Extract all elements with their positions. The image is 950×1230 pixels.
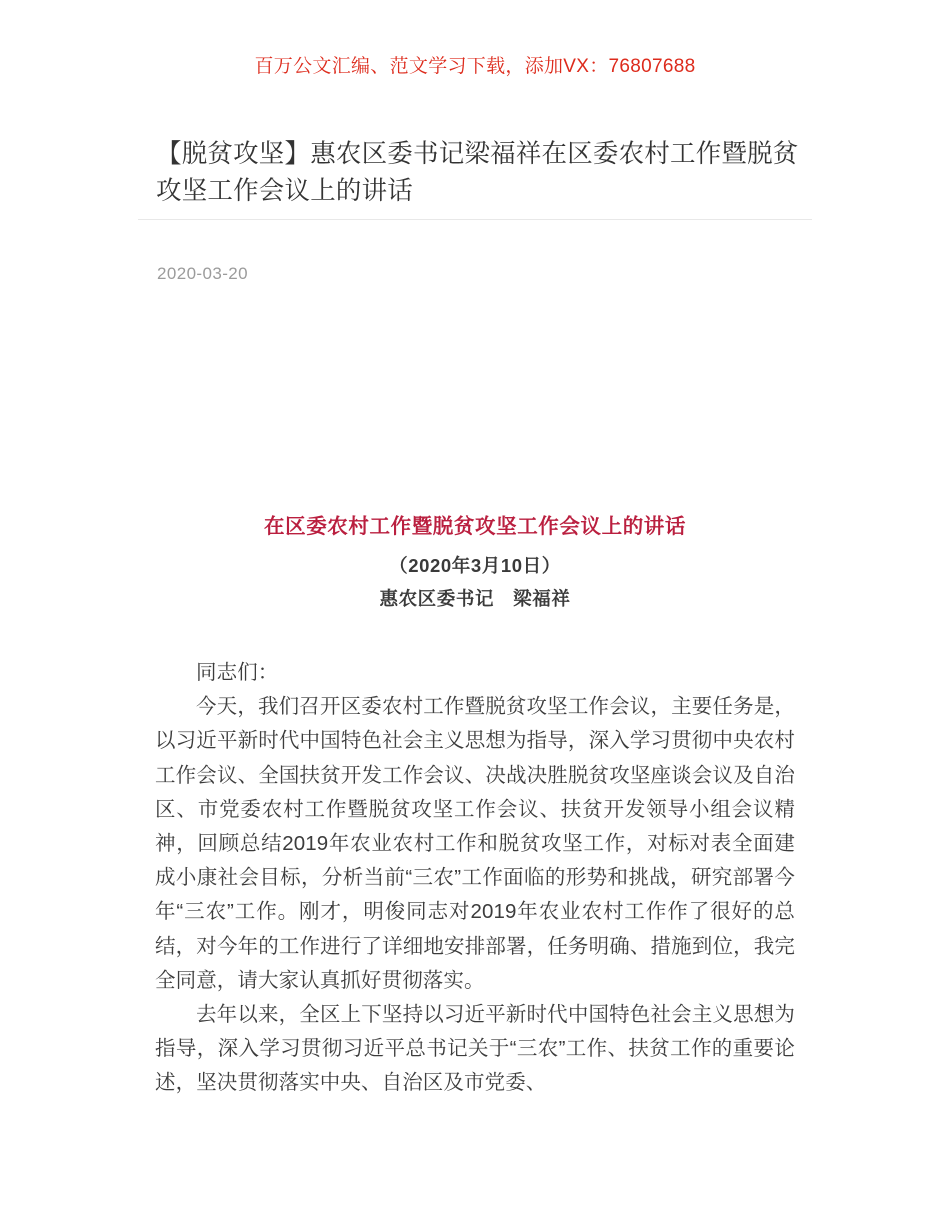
article-header bbox=[156, 136, 812, 210]
document-paragraphs bbox=[155, 656, 795, 1101]
document-content bbox=[155, 512, 795, 1101]
publish-date: 2020-03-20 bbox=[157, 264, 248, 283]
document-date-line: （2020年3月10日） bbox=[389, 555, 561, 576]
document-byline: 惠农区委书记 梁福祥 bbox=[379, 588, 571, 609]
page-title: 【脱贫攻坚】惠农区委书记梁福祥在区委农村工作暨脱贫攻坚工作会议上的讲话 bbox=[156, 140, 799, 205]
paragraph-1: 今天，我们召开区委农村工作暨脱贫攻坚工作会议，主要任务是，以习近平新时代中国特色社会主义思想为指导，深入学习贯彻中央农村工作会议、全国扶贫开发工作会议、决战决胜脱贫攻坚座谈会议及自治区、市党委农村工作暨脱贫攻坚工作会议、扶贫开发领导小组会议精神，回顾总结2019年农业农村工作和脱贫攻坚工作，对标对表全面建成小康社会目标，分析当前“三农”工作面临的形势和挑战，研究部署今年“三农”工作。刚才，明俊同志对2019年农业农村工作作了很好的总结，对今年的工作进行了详细地安排部署，任务明确、措施到位，我完全同意，请大家认真抓好贯彻落实。 bbox=[155, 695, 795, 992]
header-divider bbox=[138, 219, 812, 220]
paragraph-salutation: 同志们： bbox=[196, 661, 279, 684]
paragraph-2: 去年以来，全区上下坚持以习近平新时代中国特色社会主义思想为指导，深入学习贯彻习近平总书记关于“三农”工作、扶贫工作的重要论述，坚决贯彻落实中央、自治区及市党委、 bbox=[155, 1003, 795, 1095]
document-title: 在区委农村工作暨脱贫攻坚工作会议上的讲话 bbox=[264, 515, 686, 538]
promo-banner: 百万公文汇编、范文学习下载，添加VX：76807688 bbox=[254, 56, 696, 77]
